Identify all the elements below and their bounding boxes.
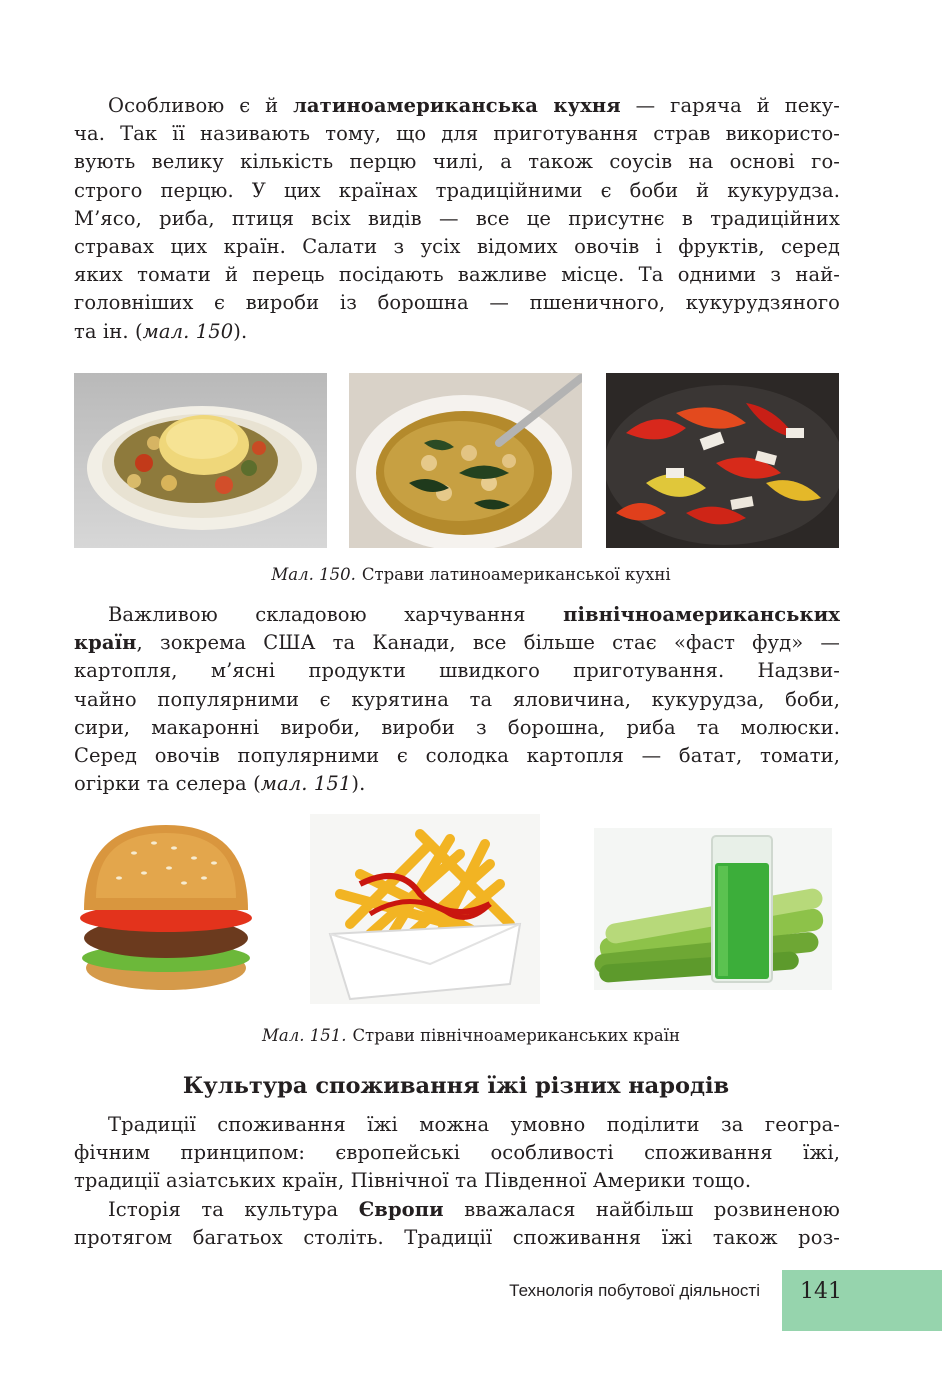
paragraph-europe — [74, 1196, 840, 1252]
text-line — [74, 1167, 840, 1195]
text-run: головніших є вироби із борошна — пшеничного, кукурудзяного — [74, 291, 840, 315]
text-line — [74, 233, 840, 261]
photo-fried-peppers — [606, 373, 839, 548]
paragraph-latin-american-cuisine — [74, 92, 840, 346]
text-run: чайно популярними є курятина та яловичина, кукурудза, боби, — [74, 687, 840, 711]
text-line — [74, 92, 840, 120]
text-run: ). — [351, 772, 366, 796]
text-run: строго перцю. У цих країнах традиційними є боби й кукурудза. — [74, 178, 840, 202]
text-run: М’ясо, риба, птиця всіх видів — все це присутнє в традиційних — [74, 206, 840, 230]
text-run: фічним принципом: європейські особливості споживання їжі, — [74, 1141, 840, 1165]
photo-celery-and-juice — [594, 828, 832, 990]
text-run: яких томати й перець посідають важливе місце. Та одними з най- — [74, 263, 840, 287]
figure-reference: мал. 151 — [260, 772, 352, 796]
text-line — [74, 1111, 840, 1139]
text-run: огірки та селера ( — [74, 772, 261, 796]
text-line — [74, 657, 840, 685]
text-run: Важливою складовою харчування — [108, 603, 564, 626]
bold-term: країн — [74, 631, 137, 655]
text-line — [74, 318, 840, 346]
text-run: вважалася найбільш розвиненою — [443, 1198, 840, 1221]
text-run: сири, макаронні вироби, вироби з борошна, риба та молюски. — [74, 715, 840, 739]
figure-150-label: Мал. 150. — [271, 565, 356, 584]
text-line — [74, 629, 840, 657]
text-line — [74, 205, 840, 233]
section-heading: Культура споживання їжі різних народів — [182, 1073, 730, 1099]
text-line — [74, 1139, 840, 1167]
text-line — [74, 1224, 840, 1252]
photo-burger — [74, 818, 260, 998]
text-line — [74, 148, 840, 176]
text-line — [74, 742, 840, 770]
text-run: Традиції споживання їжі можна умовно поділити за геогра- — [108, 1113, 840, 1136]
text-run: протягом багатьох століть. Традиції споживання їжі також роз- — [74, 1226, 840, 1250]
text-line — [74, 261, 840, 289]
text-run: картопля, м’ясні продукти швидкого приготування. Надзви- — [74, 659, 840, 683]
text-run: ). — [233, 319, 248, 343]
text-run: Історія та культура — [108, 1198, 359, 1221]
paragraph-food-traditions — [74, 1111, 840, 1196]
text-run: Серед овочів популярними є солодка картопля — батат, томати, — [74, 744, 840, 768]
figure-151-text: Страви північноамериканських країн — [352, 1026, 681, 1045]
text-line — [74, 601, 840, 629]
text-run: традиції азіатських країн, Північної та Південної Америки тощо. — [74, 1169, 752, 1193]
photo-french-fries — [310, 814, 540, 1004]
text-run: ча. Так її називають тому, що для приготування страв використо- — [74, 122, 840, 146]
text-line — [74, 714, 840, 742]
text-run: та ін. ( — [74, 319, 143, 343]
figure-150-caption — [0, 565, 942, 585]
text-line — [74, 770, 840, 798]
text-line — [74, 289, 840, 317]
text-line — [74, 1196, 840, 1224]
text-run: стравах цих країн. Салати з усіх відомих овочів і фруктів, серед — [74, 235, 840, 259]
bold-term: північноамериканських — [563, 603, 840, 626]
text-run: вують велику кількість перцю чилі, а також соусів на основі го- — [74, 150, 840, 174]
text-run: — гаряча й пеку- — [620, 94, 840, 117]
figure-reference: мал. 150 — [142, 319, 234, 343]
photo-couscous-plate — [74, 373, 327, 548]
text-run: Особливою є й — [108, 94, 294, 117]
figure-151-caption — [0, 1026, 942, 1046]
text-line — [74, 177, 840, 205]
figure-151-label: Мал. 151. — [261, 1026, 347, 1045]
book-title-footer: Технологія побутової діяльності — [509, 1281, 760, 1300]
page-number: 141 — [782, 1270, 942, 1331]
text-line — [74, 686, 840, 714]
photo-chickpea-soup — [349, 373, 582, 548]
text-run: , зокрема США та Канади, все більше стає «фаст фуд» — — [136, 631, 840, 655]
bold-term: латиноамериканська кухня — [293, 94, 621, 117]
bold-term: Європи — [358, 1198, 444, 1221]
figure-150-text: Страви латиноамериканської кухні — [361, 565, 671, 584]
text-line — [74, 120, 840, 148]
paragraph-north-american-cuisine — [74, 601, 840, 798]
